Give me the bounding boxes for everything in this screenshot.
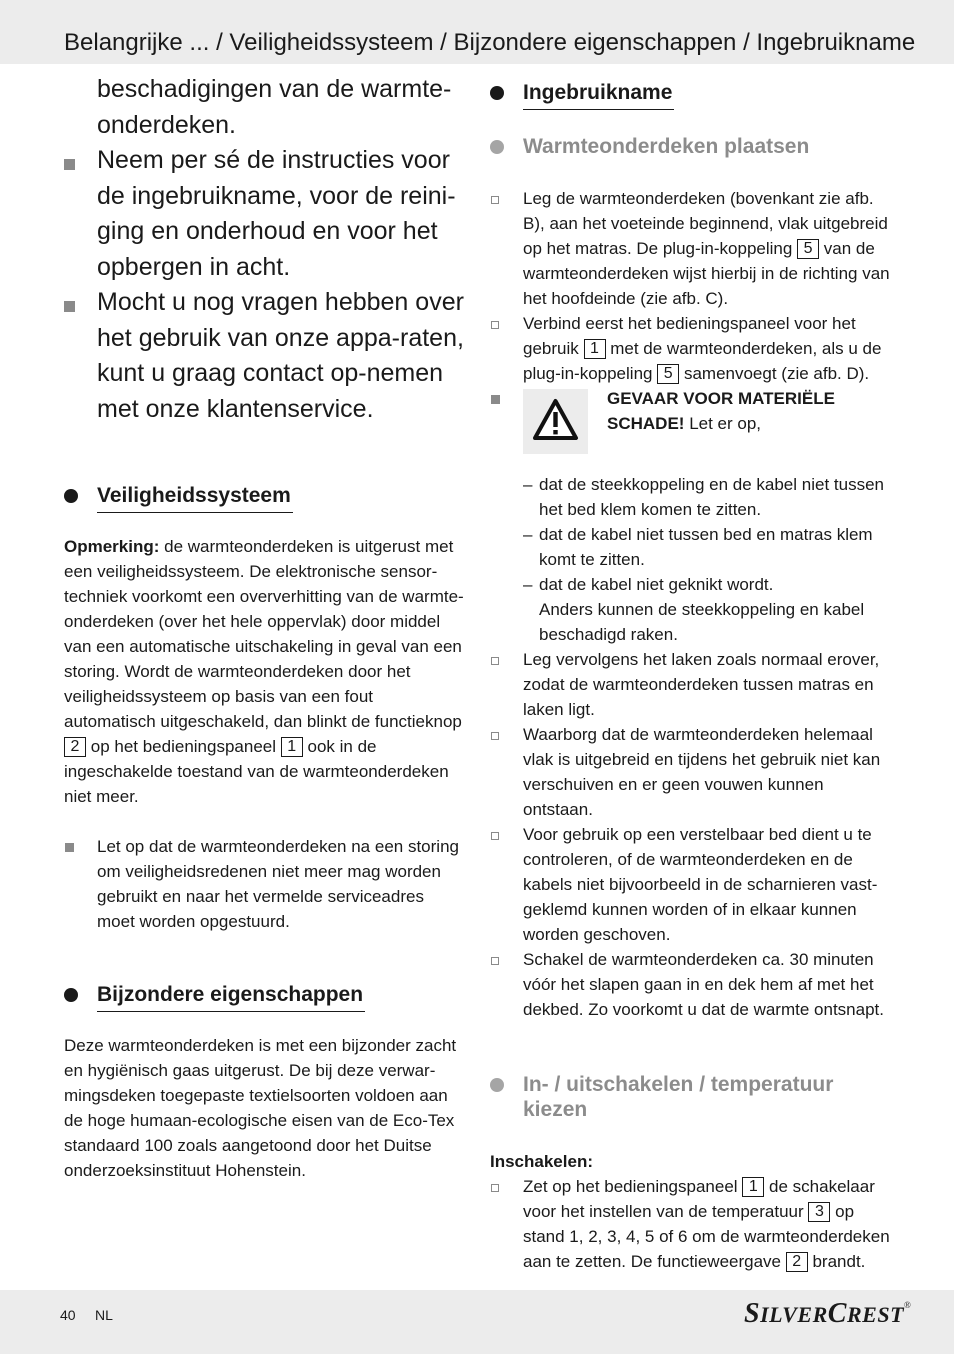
ref-box: 1	[281, 737, 303, 757]
language-code: NL	[95, 1307, 113, 1323]
step-item: Waarborg dat de warmteonderdeken helemaal vlak is uitgebreid en tijdens het gebruik niet kan verschuiven en er geen vouwen kunnen ontstaan.	[490, 722, 890, 822]
dash-item: – dat de steekkoppeling en de kabel niet tussen het bed klem komen te zitten.	[523, 475, 884, 519]
section-heading-ingebruikname: Ingebruikname	[490, 80, 890, 110]
ref-box: 1	[742, 1177, 764, 1197]
bullet-dot-icon	[490, 86, 504, 100]
checkbox-bullet-icon	[491, 196, 499, 204]
safety-note: Opmerking: de warmteonderdeken is uitgerust met een veiligheidssysteem. De elektronische sensor-techniek voorkomt een oververhitting van de warmte-onderdeken (over het hele oppervlak) door middel van een automatische uitschakeling in geval van een storing. Wordt de warmteonderdeken door het veiligheidssysteem op basis van een fout automatisch uitgeschakeld, dan blinkt de functieknop 2 op het bedieningspaneel 1 ook in de ingeschakelde toestand van de warmteonderdeken niet meer.	[64, 537, 464, 806]
bullet-dot-icon	[64, 489, 78, 503]
page-header	[0, 0, 954, 64]
step-item: Schakel de warmteonderdeken ca. 30 minuten vóór het slapen gaan in en dek hem af met het dekbed. Zo voorkomt u dat de warmte ontsnapt.	[490, 947, 890, 1022]
checkbox-bullet-icon	[491, 957, 499, 965]
bullet-dot-icon	[490, 1078, 504, 1092]
step-item: Leg vervolgens het laken zoals normaal erover, zodat de warmteonderdeken tussen matras en laken ligt.	[490, 647, 890, 722]
page-number: 40	[60, 1307, 76, 1323]
subheading-in-uitschakelen: In- / uitschakelen / temperatuur kiezen	[490, 1072, 890, 1122]
left-column	[64, 72, 464, 1183]
square-bullet-icon	[64, 301, 75, 312]
checkbox-bullet-icon	[491, 657, 499, 665]
ref-box: 5	[797, 239, 819, 259]
square-bullet-icon	[491, 395, 500, 404]
square-bullet-icon	[65, 843, 74, 852]
silvercrest-logo: SILVERCREST®	[744, 1298, 912, 1329]
dash-item: – dat de kabel niet tussen bed en matras klem komt te zitten.	[523, 525, 873, 569]
checkbox-bullet-icon	[491, 321, 499, 329]
section-heading-bijzondere-eigenschappen: Bijzondere eigenschappen	[64, 982, 464, 1012]
ref-box: 1	[584, 339, 606, 359]
square-bullet-icon	[64, 159, 75, 170]
subheading-warmteonderdeken-plaatsen: Warmteonderdeken plaatsen	[490, 134, 890, 159]
checkbox-bullet-icon	[491, 732, 499, 740]
ref-box: 2	[786, 1252, 808, 1272]
ref-box: 3	[808, 1202, 830, 1222]
intro-item: Neem per sé de instructies voor de ingebruikname, voor de reini-ging en onderhoud en voor het opbergen in acht.	[64, 143, 464, 285]
header-title: Belangrijke ... / Veiligheidssysteem / Bijzondere eigenschappen / Ingebruikname	[64, 29, 916, 56]
right-column	[490, 80, 890, 1274]
step-item: Verbind eerst het bedieningspaneel voor het gebruik 1 met de warmteonderdeken, als u de plug-in-koppeling 5 samenvoegt (zie afb. D).	[490, 311, 890, 386]
warning-text: Let er op,	[689, 414, 762, 433]
warning-block	[490, 386, 890, 456]
features-text: Deze warmteonderdeken is met een bijzonder zacht en hygiënisch gaas uitgerust. De bij deze verwar-mingsdeken toegepaste textielsoorten voldoen aan de hoge humaan-ecologische eisen van de Eco-Tex standaard 100 zoals aangetoond door het Duitse onderzoeksinstituut Hohenstein.	[64, 1036, 457, 1180]
bullet-dot-icon	[490, 140, 504, 154]
step-item: Zet op het bedieningspaneel 1 de schakelaar voor het instellen van de temperatuur 3 op stand 1, 2, 3, 4, 5 of 6 om de warmteonderdeken aan te zetten. De functieweergave 2 brandt.	[490, 1174, 890, 1274]
bullet-dot-icon	[64, 988, 78, 1002]
dash-after: Anders kunnen de steekkoppeling en kabel beschadigd raken.	[539, 600, 865, 644]
intro-continued: beschadigingen van de warmte-onderdeken.	[97, 75, 452, 139]
warning-triangle-icon	[523, 389, 588, 454]
warning-title: GEVAAR VOOR MATERIËLE SCHADE!	[607, 389, 835, 433]
section-heading-veiligheidssysteem: Veiligheidssysteem	[64, 483, 464, 513]
ref-box: 5	[657, 364, 679, 384]
inschakelen-label: Inschakelen:	[490, 1152, 593, 1171]
checkbox-bullet-icon	[491, 832, 499, 840]
ref-box: 2	[64, 737, 86, 757]
safety-item: Let op dat de warmteonderdeken na een storing om veiligheidsredenen niet meer mag worden gebruikt en naar het vermelde serviceadres moet worden opgestuurd.	[64, 834, 464, 934]
step-item: Leg de warmteonderdeken (bovenkant zie afb. B), aan het voeteinde beginnend, vlak uitgebreid op het matras. De plug-in-koppeling 5 van de warmteonderdeken wijst hierbij in de richting van het hoofdeinde (zie afb. C).	[490, 186, 890, 311]
intro-item: Mocht u nog vragen hebben over het gebruik van onze appa-raten, kunt u graag contact op-nemen met onze klantenservice.	[64, 285, 464, 427]
note-label: Opmerking:	[64, 537, 160, 556]
checkbox-bullet-icon	[491, 1184, 499, 1192]
dash-item: – dat de kabel niet geknikt wordt.	[523, 575, 774, 594]
step-item: Voor gebruik op een verstelbaar bed dient u te controleren, of de warmteonderdeken en de kabels niet bijvoorbeeld in de scharnieren vast-geklemd kunnen worden of in elkaar kunnen worden geschoven.	[490, 822, 890, 947]
